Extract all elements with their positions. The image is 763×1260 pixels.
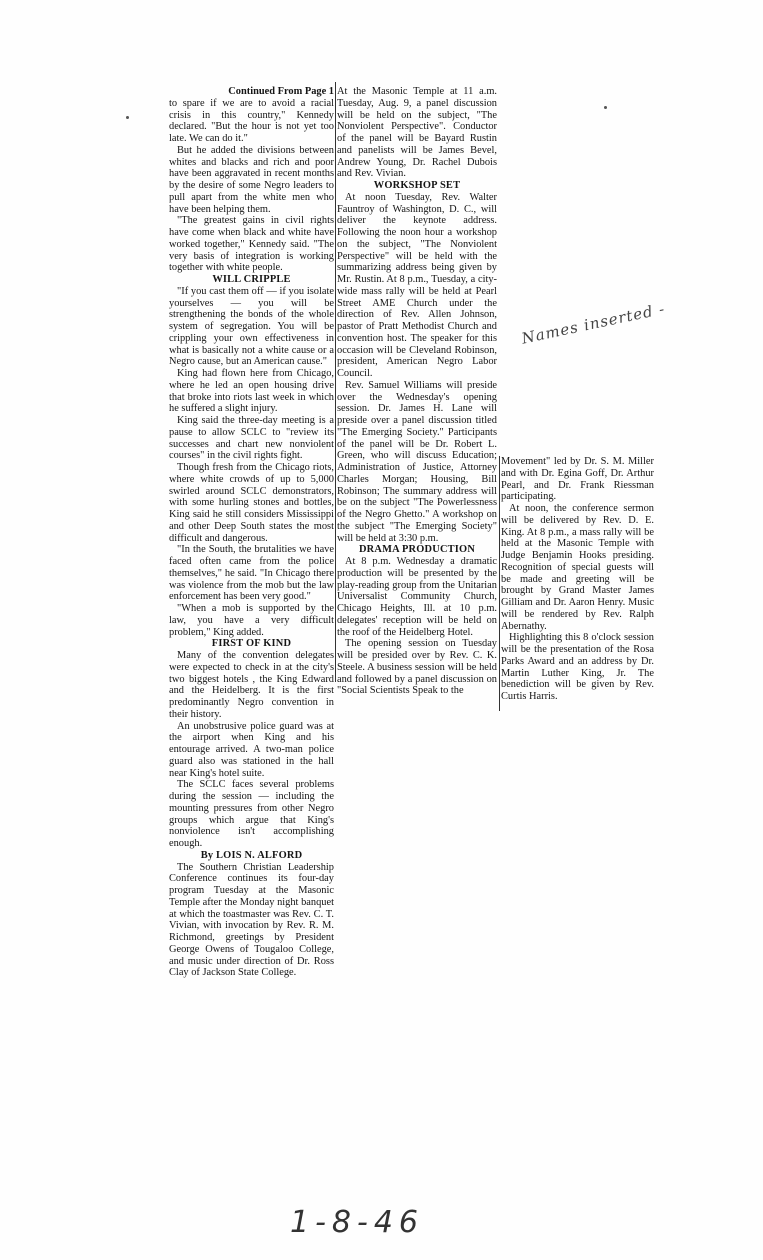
paragraph: "When a mob is supported by the law, you have a very difficult problem," King added. [169, 603, 334, 638]
article-column-1 [169, 86, 334, 979]
paragraph: to spare if we are to avoid a racial crisis in this country," Kennedy declared. "But the hour is not yet too late. We can do it." [169, 97, 334, 144]
handwritten-file-number: 1-8-46 [290, 1205, 424, 1240]
column-rule [499, 456, 500, 711]
paragraph: "The greatest gains in civil rights have come when black and white have worked together," Kennedy said. "The very basis of integration is working together with white people. [169, 215, 334, 274]
paragraph: King had flown here from Chicago, where he led an open housing drive that broke into riots last week in which he suffered a slight injury. [169, 368, 334, 415]
paragraph: Though fresh from the Chicago riots, where white crowds of up to 5,000 swirled around SCLC demonstrators, with some hurling stones and bottles, King said he still considers Mississippi and other Deep South states the most difficult and dangerous. [169, 462, 334, 544]
paragraph: Movement" led by Dr. S. M. Miller and with Dr. Egina Goff, Dr. Arthur Pearl, and Dr. Frank Riessman participating. [501, 456, 654, 503]
paragraph: At noon Tuesday, Rev. Walter Fauntroy of Washington, D. C., will deliver the keynote address. Following the noon hour a workshop on the subject, "The Nonviolent Perspective" will be held with the summarizing address being given by Mr. Rustin. At 8 p.m., Tuesday, a city-wide mass rally will be held at Pearl Street AME Church under the direction of Rev. Allen Johnson, pastor of Pratt Methodist Church and convention host. The speaker for this occasion will be Cleveland Robinson, president, American Negro Labor Council. [337, 191, 497, 379]
paragraph: King said the three-day meeting is a pause to allow SCLC to "review its successes and chart new nonviolent courses" in the civil rights fight. [169, 415, 334, 462]
scan-speck [126, 116, 129, 119]
handwritten-margin-note: Names inserted - [520, 299, 667, 348]
paragraph: The Southern Christian Leadership Conference continues its four-day program Tuesday at the Masonic Temple after the Monday night banquet at which the toastmaster was Rev. C. T. Vivian, with invocation by Rev. R. M. Richmond, greetings by President George Owens of Tougaloo College, and music under direction of Dr. Ross Clay of Jackson State College. [169, 861, 334, 979]
paragraph: An unobstrusive police guard was at the airport when King and his entourage arrived. A two-man police guard also was stationed in the hall near King's hotel suite. [169, 720, 334, 779]
paragraph: At 8 p.m. Wednesday a dramatic production will be presented by the play-reading group from the Unitarian Universalist Community Church, Chicago Heights, Ill. at 10 p.m. delegates' reception will be held on the roof of the Heidelberg Hotel. [337, 556, 497, 638]
column-rule [335, 82, 336, 682]
article-column-3 [501, 456, 654, 703]
scan-speck [604, 106, 607, 109]
paragraph: At noon, the conference sermon will be delivered by Rev. D. E. King. At 8 p.m., a mass rally will be held at the Masonic Temple with Judge Benjamin Hooks presiding. Recognition of special guests will be made and greeting will be brought by Grand Master James Gilliam and Dr. Aaron Henry. Music will be rendered by Rev. Ralph Abernathy. [501, 503, 654, 632]
subheading-first-of-kind: FIRST OF KIND [211, 638, 292, 650]
subheading-workshop-set: WORKSHOP SET [373, 180, 461, 191]
paragraph: The opening session on Tuesday will be presided over by Rev. C. K. Steele. A business session will be held and followed by a panel discussion on "Social Scientists Speak to the [337, 638, 497, 697]
paragraph: Many of the convention delegates were expected to check in at the city's two biggest hotels , the King Edward and the Heidelberg. It is the first predominantly Negro convention in their history. [169, 650, 334, 720]
paragraph: "In the South, the brutalities we have faced often came from the police themselves," he said. "In Chicago there was violence from the mob but the law enforcement has been very good." [169, 544, 334, 603]
paragraph: Rev. Samuel Williams will preside over the Wednesday's opening session. Dr. James H. Lane will preside over a panel discussion titled "The Emerging Society." Participants of the panel will be Dr. Robert L. Green, who will discuss Education; Administration of Justice, Attorney Charles Morgan; Housing, Bill Robinson; The summary address will be on the subject "The Powerlessness of the Negro Ghetto." A workshop on the subject "The Emerging Society" will be held at 3:30 p.m. [337, 379, 497, 544]
article-column-2 [337, 86, 497, 697]
subheading-will-cripple: WILL CRIPPLE [212, 274, 291, 285]
byline: By LOIS N. ALFORD [200, 849, 303, 861]
paragraph: Highlighting this 8 o'clock session will be the presentation of the Rosa Parks Award and an address by Dr. Martin Luther King, Jr. The benediction will be given by Rev. Curtis Harris. [501, 632, 654, 702]
subheading-drama-production: DRAMA PRODUCTION [358, 544, 476, 556]
paragraph: The SCLC faces several problems during the session — including the mounting pressures from other Negro groups which argue that King's nonviolence isn't accomplishing enough. [169, 779, 334, 849]
paragraph: At the Masonic Temple at 11 a.m. Tuesday, Aug. 9, a panel discussion will be held on the subject, "The Nonviolent Perspective". Conductor of the panel will be Bayard Rustin and panelists will be James Bevel, Andrew Young, Dr. Rachel Dubois and Rev. Vivian. [337, 86, 497, 180]
paragraph: "If you cast them off — if you isolate yourselves — you will be strengthening the bonds of the whole system of segregation. You will be crippling your own effectiveness in what is basically not a white cause or a Negro cause, but an American cause." [169, 285, 334, 368]
continued-line: Continued From Page 1 [228, 86, 334, 97]
paragraph: But he added the divisions between whites and blacks and rich and poor have been aggravated in recent months by the desire of some Negro leaders to pull apart from the white men who have been helping them. [169, 144, 334, 215]
